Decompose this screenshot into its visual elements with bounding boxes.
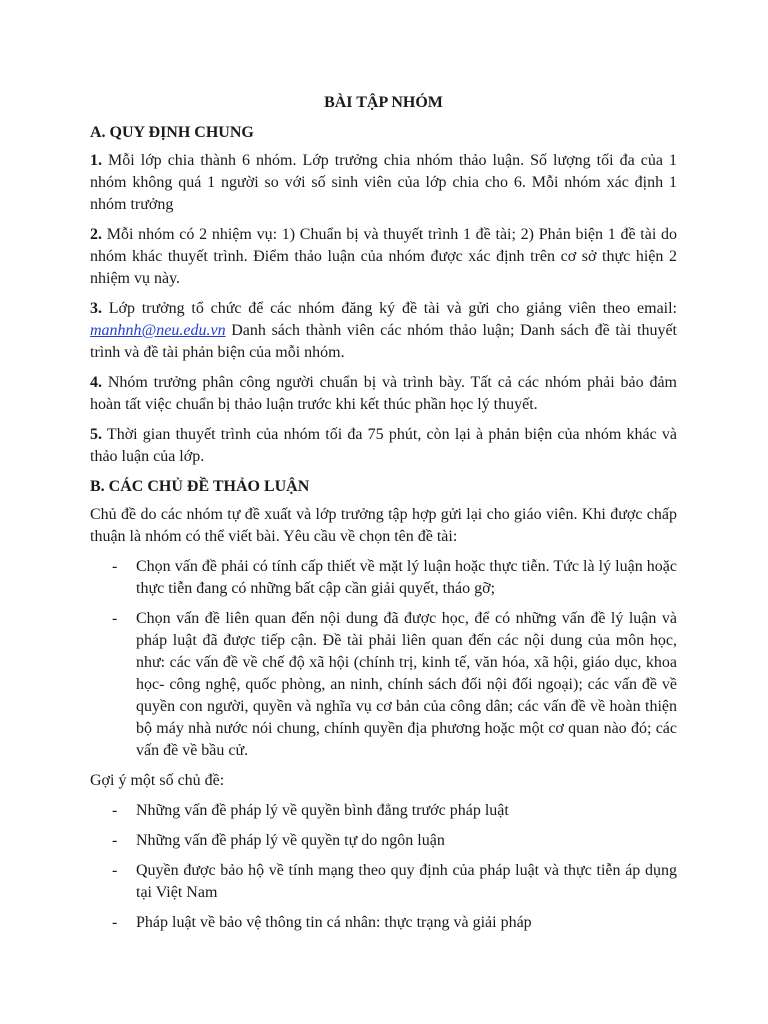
list-item-text: Những vấn đề pháp lý về quyền bình đẳng trước pháp luật [136, 802, 509, 819]
list-item [90, 860, 677, 904]
dash-bullet: - [112, 862, 118, 879]
rule-text: Lớp trưởng tổ chức để các nhóm đăng ký đề tài và gửi cho giảng viên theo email: [102, 300, 677, 317]
rule-number: 2. [90, 226, 102, 243]
rule-number: 1. [90, 152, 102, 169]
section-b-heading: B. CÁC CHỦ ĐỀ THẢO LUẬN [90, 478, 310, 495]
rule-text: Danh sách thành viên các nhóm thảo luận; Danh sách đề tài thuyết trình và đề tài phản biện của mỗi nhóm. [90, 322, 677, 361]
list-item-text: Chọn vấn đề liên quan đến nội dung đã được học, để có những vấn đề lý luận và pháp luật đã được tiếp cận. Đề tài phải liên quan đến các nội dung của môn học, như: các vấn đề về chế độ xã hội (chính trị, kinh tế, văn hóa, xã hội, giáo dục, khoa học- công nghệ, quốc phòng, an ninh, chính sách đối nội đối ngoại); các vấn đề về quyền con người, quyền và nghĩa vụ cơ bản của công dân; các vấn đề về hoàn thiện bộ máy nhà nước nói chung, chính quyền địa phương hoặc một cơ quan nào đó; các vấn đề về bầu cử. [136, 610, 677, 759]
dash-bullet: - [112, 914, 118, 931]
dash-bullet: - [112, 558, 118, 575]
section-a-heading: A. QUY ĐỊNH CHUNG [90, 124, 254, 141]
rule-paragraph-3 [90, 298, 677, 364]
list-item [90, 608, 677, 762]
document-title: BÀI TẬP NHÓM [324, 94, 443, 111]
list-item [90, 556, 677, 600]
list-item [90, 912, 677, 934]
list-item [90, 800, 677, 822]
suggestion-label: Gợi ý một số chủ đề: [90, 772, 225, 789]
dash-bullet: - [112, 802, 118, 819]
rule-paragraph-5 [90, 424, 677, 468]
email-link[interactable]: manhnh@neu.edu.vn [90, 322, 226, 339]
list-item [90, 830, 677, 852]
list-item-text: Quyền được bảo hộ về tính mạng theo quy định của pháp luật và thực tiễn áp dụng tại Việt Nam [136, 862, 677, 901]
rule-number: 5. [90, 426, 102, 443]
requirements-list [90, 556, 677, 762]
rule-number: 4. [90, 374, 102, 391]
dash-bullet: - [112, 610, 118, 627]
section-b-intro: Chủ đề do các nhóm tự đề xuất và lớp trưởng tập hợp gửi lại cho giáo viên. Khi được chấp thuận là nhóm có thể viết bài. Yêu cầu về chọn tên đề tài: [90, 506, 677, 545]
rule-text: Mỗi nhóm có 2 nhiệm vụ: 1) Chuẩn bị và thuyết trình 1 đề tài; 2) Phản biện 1 đề tài do nhóm khác thuyết trình. Điểm thảo luận của nhóm được xác định trên cơ sở thực hiện 2 nhiệm vụ này. [90, 226, 677, 287]
rule-number: 3. [90, 300, 102, 317]
rule-paragraph-2 [90, 224, 677, 290]
document-body [90, 92, 677, 942]
rule-text: Mỗi lớp chia thành 6 nhóm. Lớp trưởng chia nhóm thảo luận. Số lượng tối đa của 1 nhóm không quá 1 người so với số sinh viên của lớp chia cho 6. Mỗi nhóm xác định 1 nhóm trưởng [90, 152, 677, 213]
rule-paragraph-1 [90, 150, 677, 216]
dash-bullet: - [112, 832, 118, 849]
list-item-text: Những vấn đề pháp lý về quyền tự do ngôn luận [136, 832, 445, 849]
rule-text: Thời gian thuyết trình của nhóm tối đa 75 phút, còn lại à phản biện của nhóm khác và thảo luận của lớp. [90, 426, 677, 465]
rule-paragraph-4 [90, 372, 677, 416]
suggestions-list [90, 800, 677, 934]
list-item-text: Chọn vấn đề phải có tính cấp thiết về mặt lý luận hoặc thực tiễn. Tức là lý luận hoặc thực tiễn đang có những bất cập cần giải quyết, tháo gỡ; [136, 558, 677, 597]
list-item-text: Pháp luật về bảo vệ thông tin cá nhân: thực trạng và giải pháp [136, 914, 532, 931]
rule-text: Nhóm trưởng phân công người chuẩn bị và trình bày. Tất cả các nhóm phải bảo đảm hoàn tất việc chuẩn bị thảo luận trước khi kết thúc phần học lý thuyết. [90, 374, 677, 413]
